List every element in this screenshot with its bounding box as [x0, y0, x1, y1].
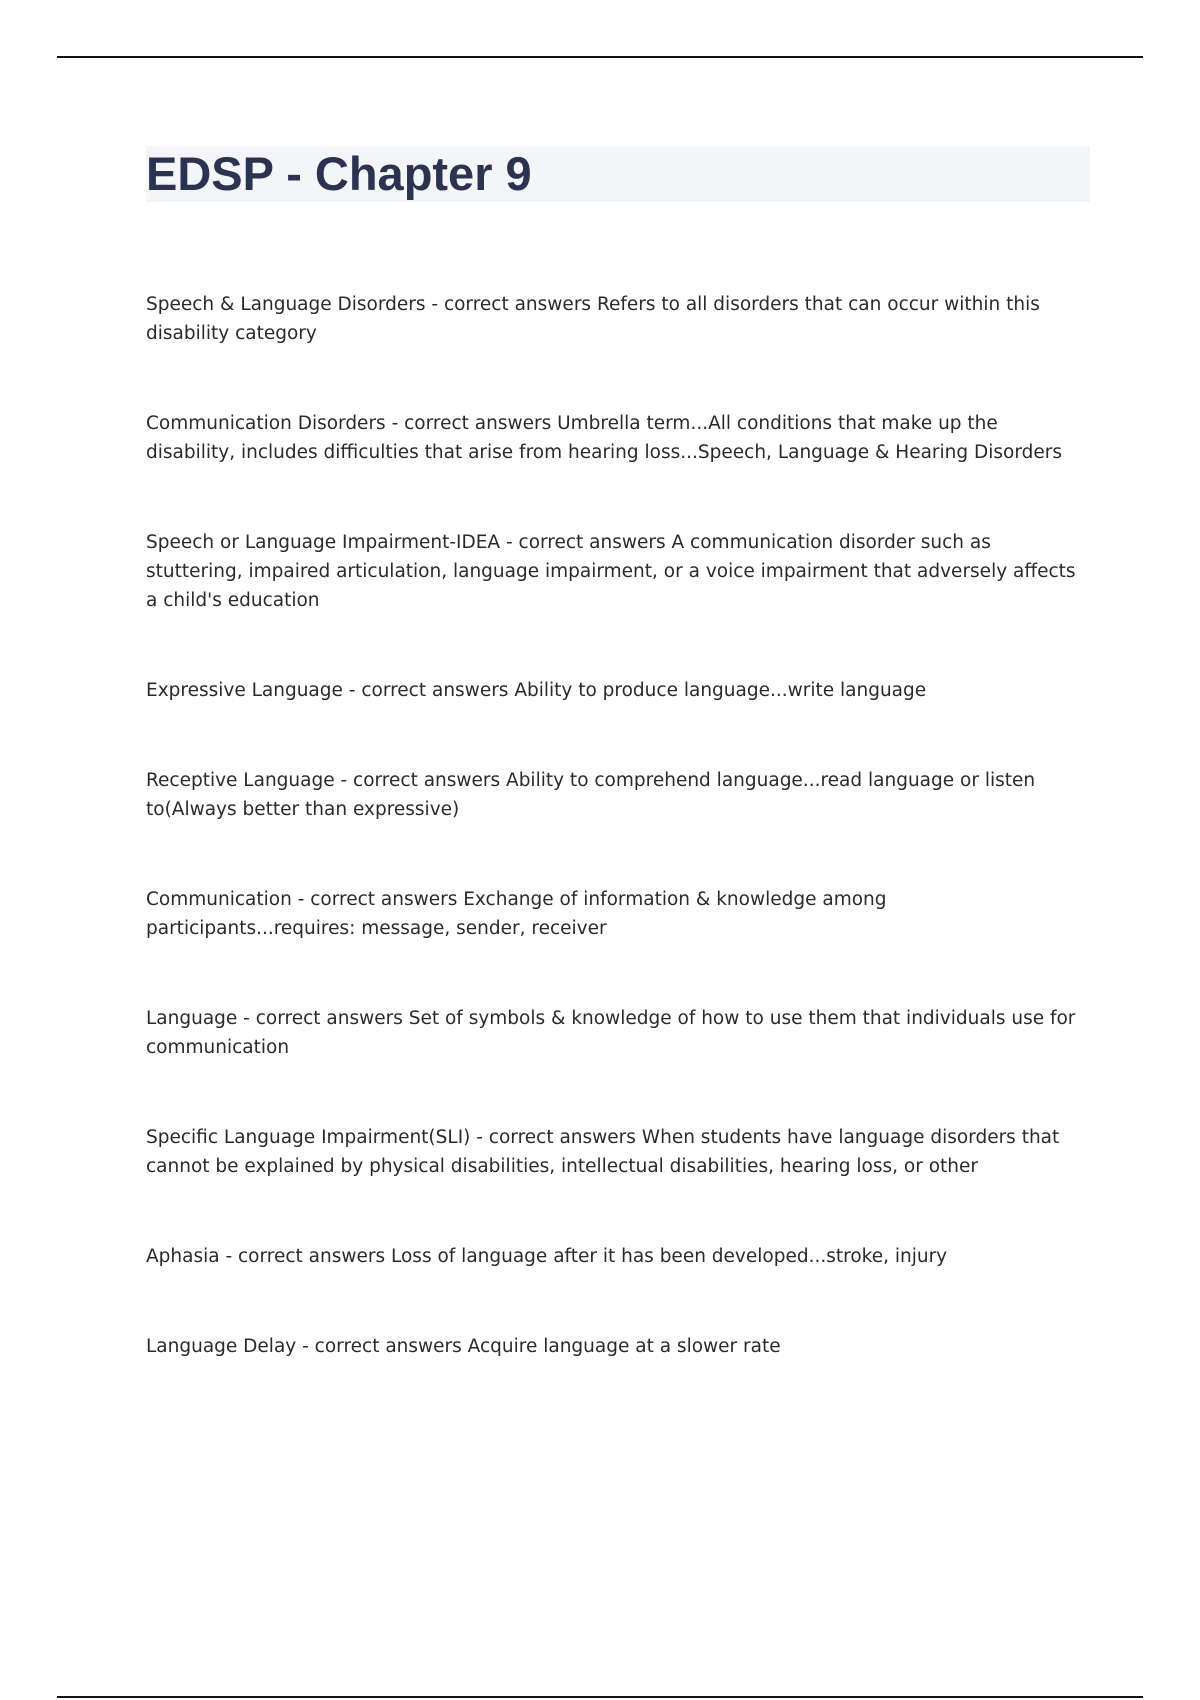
flashcard-entry: Receptive Language - correct answers Ability to comprehend language...read language or listen to(Always better than expressive) — [146, 770, 1036, 820]
flashcard-entry: Specific Language Impairment(SLI) - correct answers When students have language disorders that cannot be explained by physical disabilities, intellectual disabilities, hearing loss, or other — [146, 1127, 1060, 1177]
bottom-divider — [57, 1696, 1143, 1698]
page-title: EDSP - Chapter 9 — [146, 147, 532, 200]
flashcard-entry: Language - correct answers Set of symbols & knowledge of how to use them that individuals use for communication — [146, 1008, 1076, 1058]
flashcard-list — [146, 290, 1086, 1361]
top-divider — [57, 56, 1143, 58]
flashcard-entry: Speech or Language Impairment-IDEA - correct answers A communication disorder such as stuttering, impaired articulation, language impairment, or a voice impairment that adversely affects a child's education — [146, 532, 1076, 611]
flashcard-entry: Language Delay - correct answers Acquire language at a slower rate — [146, 1336, 781, 1357]
flashcard-entry: Communication - correct answers Exchange of information & knowledge among participants...requires: message, sender, receiver — [146, 889, 887, 939]
flashcard-entry: Expressive Language - correct answers Ability to produce language...write language — [146, 680, 927, 701]
flashcard-entry: Communication Disorders - correct answers Umbrella term...All conditions that make up the disability, includes difficulties that arise from hearing loss...Speech, Language & Hearing Disorders — [146, 413, 1063, 463]
flashcard-entry: Speech & Language Disorders - correct answers Refers to all disorders that can occur within this disability category — [146, 294, 1040, 344]
flashcard-entry: Aphasia - correct answers Loss of language after it has been developed...stroke, injury — [146, 1246, 948, 1267]
